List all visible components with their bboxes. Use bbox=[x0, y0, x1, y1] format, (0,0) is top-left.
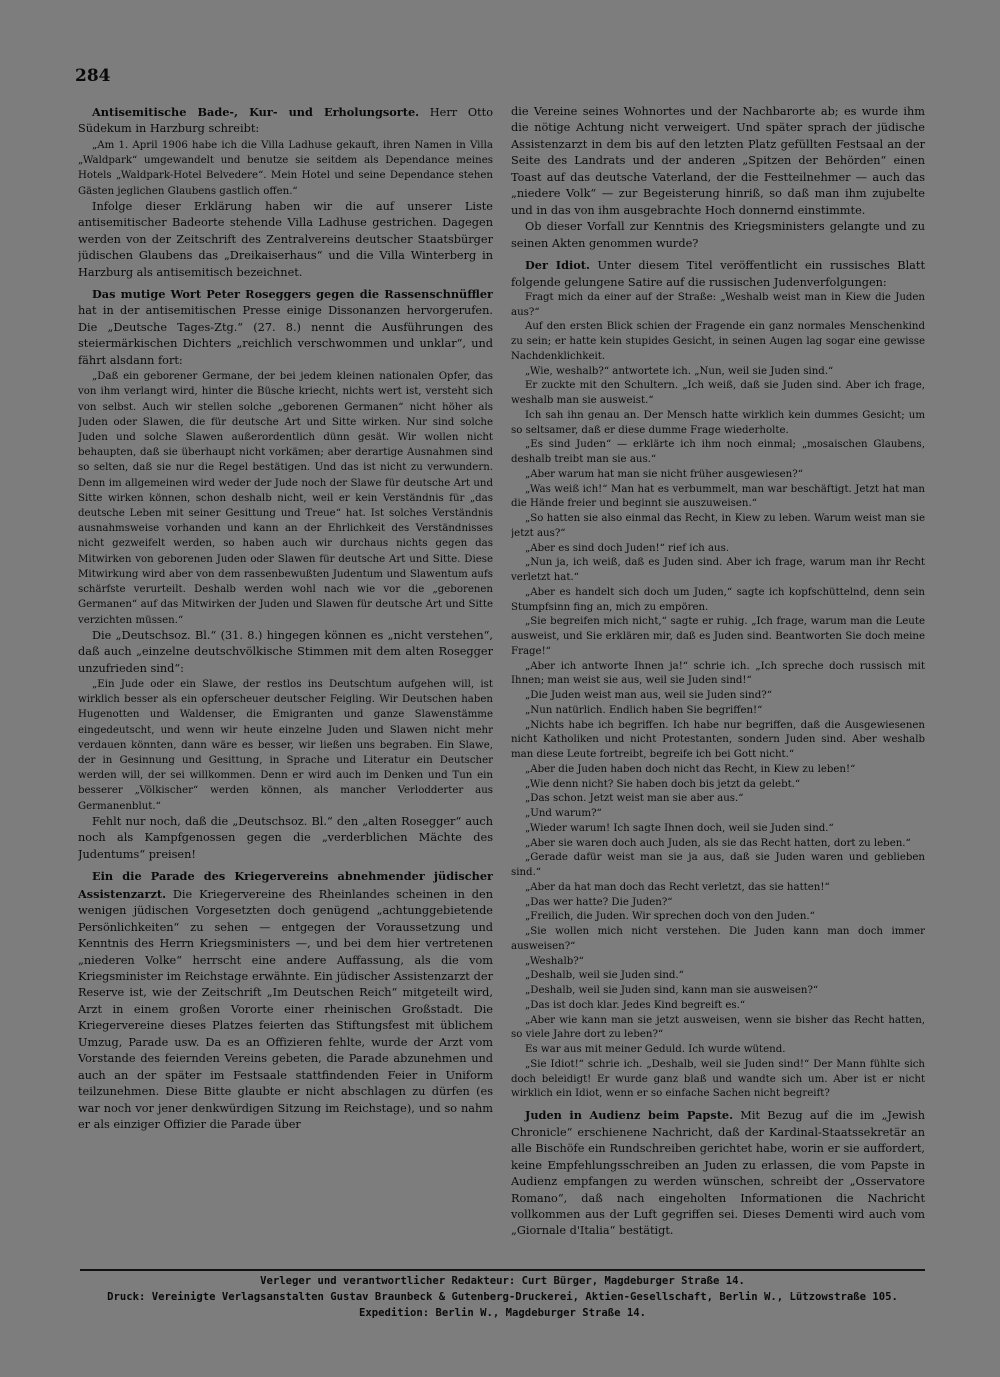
body-text: „Wie, weshalb?“ antwortete ich. „Nun, weil sie Juden sind.“ bbox=[525, 365, 834, 377]
body-text: Die „Deutschsoz. Bl.“ (31. 8.) hingegen können es „nicht verstehen“, daß auch „einzelne deutschvölkische Stimmen mit dem alten Rosegger unzufrieden sind“: bbox=[78, 628, 493, 675]
body-text: „Aber wie kann man sie jetzt ausweisen, wenn sie bisher das Recht hatten, so viele Jahre dort zu leben?“ bbox=[511, 1014, 925, 1041]
right-block-sat bbox=[511, 660, 925, 690]
body-text: „Die Juden weist man aus, weil sie Juden sind?“ bbox=[525, 690, 772, 702]
right-block-para bbox=[511, 219, 925, 252]
right-block-sat bbox=[511, 837, 925, 852]
section-headline: Ein die Parade des Kriegervereins abnehmender jüdischer Assistenzarzt. bbox=[78, 869, 493, 901]
right-block-sat bbox=[511, 822, 925, 837]
right-block-sat bbox=[511, 925, 925, 955]
section-headline: Das mutige Wort Peter Roseggers gegen die Rassenschnüffler bbox=[92, 286, 493, 301]
page-number: 284 bbox=[75, 66, 111, 86]
body-text: „Das ist doch klar. Jedes Kind begreift es.“ bbox=[525, 999, 746, 1011]
left-block-quote bbox=[78, 369, 493, 627]
right-block-sat bbox=[511, 542, 925, 557]
body-text: „Weshalb?“ bbox=[525, 955, 584, 967]
body-text: „Deshalb, weil sie Juden sind, kann man sie ausweisen?“ bbox=[525, 985, 819, 997]
body-text: Auf den ersten Blick schien der Fragende ein ganz normales Menschenkind zu sein; er hatte kein stupides Gesicht, in seinen Augen lag sogar eine gewisse Nachdenklichkeit. bbox=[511, 321, 925, 362]
right-block-section bbox=[511, 1107, 925, 1240]
right-block-sat bbox=[511, 483, 925, 513]
right-block-sat bbox=[511, 792, 925, 807]
body-text: „Es sind Juden“ — erklärte ich ihm noch einmal; „mosaischen Glaubens, deshalb treibt man sie aus.“ bbox=[511, 439, 925, 466]
footer-publisher: Verleger und verantwortlicher Redakteur: Curt Bürger, Magdeburger Straße 14. bbox=[260, 1275, 745, 1287]
body-text: Die Kriegervereine des Rheinlandes scheinen in den wenigen jüdischen Vorgesetzten doch genügend „achtunggebietende Persönlichkeiten“ zu sehen — entgegen der Voraussetzung und Kenntnis des Herrn Kriegsministers —, und bei dem hier vertretenen „niederen Volke“ herrscht eine andere Auffassung, als die vom Kriegsminister im Reichstage erwähnte. Ein jüdischer Assistenzarzt der Reserve ist, wie der Zeitschrift „Im Deutschen Reich“ mitgeteilt wird, Arzt in einem großen Vororte einer rheinischen Großstadt. Die Kriegervereine dieses Platzes feierten das Stiftungsfest mit üblichem Umzug, Parade usw. Da es an Offizieren fehlte, wurde der Arzt vom Vorstande des feiernden Vereins gebeten, die Parade abzunehmen und auch an der später im Festsaale stattfindenden Feier in Uniform teilzunehmen. Diese Bitte glaubte er nicht abschlagen zu dürfen (es war noch vor jener denkwürdigen Sitzung im Reichstage), und so nahm er als einziger Offizier die Parade über bbox=[78, 887, 493, 1132]
footer-printer: Druck: Vereinigte Verlagsanstalten Gustav Braunbeck & Gutenberg-Druckerei, Aktien-Gesellschaft, Berlin W., Lützowstraße 105. bbox=[107, 1291, 898, 1303]
body-text: „Sie begreifen mich nicht,“ sagte er ruhig. „Ich frage, warum man die Leute ausweist, und Sie erklären mir, daß es Juden sind. Beantworten Sie doch meine Frage!“ bbox=[511, 616, 925, 657]
right-block-sat bbox=[511, 1058, 925, 1102]
body-text: „Daß ein geborener Germane, der bei jedem kleinen nationalen Opfer, das von ihm verlangt wird, hinter die Büsche kriecht, nichts wert ist, versteht sich von selbst. Auch wir stellen solche „geborenen Germanen“ nicht höher als Juden oder Slawen, die für deutsche Art und Sitte wirken. Nur sind solche Juden und solche Slawen außerordentlich dünn gesät. Wir wollen nicht behaupten, daß sie überhaupt nicht vorkämen; aber derartige Ausnahmen sind so selten, daß sie nur die Regel bestätigen. Und das ist nicht zu verwundern. Denn im allgemeinen wird weder der Jude noch der Slawe für deutsche Art und Sitte wirken können, schon deshalb nicht, weil er kein Verständnis für „das deutsche Leben mit seiner Gesittung und Treue“ hat. Ist solches Verständnis ausnahmsweise vorhanden und kann an der Ehrlichkeit des Verständnisses nicht gezweifelt werden, so haben auch wir durchaus nichts gegen das Mitwirken von geborenen Juden oder Slawen für deutsche Art und Sitte. Diese Mitwirkung wird aber von dem rassenbewußten Judentum und Slawentum aufs schärfste verurteilt. Deshalb werden wohl nach wie vor die „geborenen Germanen“ auf das Mitwirken der Juden und Slawen für deutsche Art und Sitte verzichten müssen.“ bbox=[78, 371, 493, 626]
body-text: Er zuckte mit den Schultern. „Ich weiß, daß sie Juden sind. Aber ich frage, weshalb man sie ausweist.“ bbox=[511, 380, 925, 407]
body-text: hat in der antisemitischen Presse einige Dissonanzen hervorgerufen. Die „Deutsche Tages-Ztg.“ (27. 8.) nennt die Ausführungen des steiermärkischen Dichters „reichlich verschwommen und unklar“, und fährt alsdann fort: bbox=[78, 304, 493, 367]
right-block-sat bbox=[511, 778, 925, 793]
right-block-sat bbox=[511, 291, 925, 321]
right-block-sat bbox=[511, 955, 925, 970]
right-block-cont bbox=[511, 104, 925, 219]
left-block-section bbox=[78, 286, 493, 369]
footer-rule bbox=[80, 1269, 925, 1271]
right-block-sat bbox=[511, 438, 925, 468]
right-block-sat bbox=[511, 881, 925, 896]
right-block-sat bbox=[511, 969, 925, 984]
body-text: „Nichts habe ich begriffen. Ich habe nur begriffen, daß die Ausgewiesenen nicht Katholiken und nicht Protestanten, sondern Juden sind. Aber weshalb man diese Leute fortreibt, begreife ich bei Gott nicht.“ bbox=[511, 719, 925, 761]
body-text: „Aber da hat man doch das Recht verletzt, das sie hatten!“ bbox=[525, 881, 830, 893]
right-block-sat bbox=[511, 910, 925, 925]
right-block-sat bbox=[511, 615, 925, 659]
right-block-sat bbox=[511, 689, 925, 704]
body-text: Ich sah ihn genau an. Der Mensch hatte wirklich kein dummes Gesicht; um so seltsamer, daß er diese dumme Frage wiederholte. bbox=[511, 409, 925, 436]
body-text: „Und warum?“ bbox=[525, 808, 602, 820]
footer-expedition: Expedition: Berlin W., Magdeburger Straße 14. bbox=[358, 1307, 646, 1319]
body-text: „Ein Jude oder ein Slawe, der restlos ins Deutschtum aufgehen will, ist wirklich besser als ein opferscheuer deutscher Feigling. Wir Deutschen haben Hugenotten und Waldenser, die Emigranten und ganze Slawenstämme eingedeutscht, und wenn wir heute einzelne Juden und Slawen nicht mehr verdauen könnten, dann wäre es besser, wir ließen uns begraben. Ein Slawe, der in Gesinnung und Gesittung, in Sprache und Literatur ein Deutscher werden will, der sei willkommen. Denn er wird auch im Denken und Tun ein besserer „Völkischer“ werden können, als mancher Verlodderter aus Germanenblut.“ bbox=[78, 679, 493, 812]
right-block-sat bbox=[511, 719, 925, 763]
body-text: Unter diesem Titel veröffentlicht ein russisches Blatt folgende gelungene Satire auf die russischen Judenverfolgungen: bbox=[511, 259, 925, 289]
body-text: „So hatten sie also einmal das Recht, in Kiew zu leben. Warum weist man sie jetzt aus?“ bbox=[511, 513, 925, 539]
right-block-sat bbox=[511, 851, 925, 881]
left-block-section bbox=[78, 104, 493, 138]
right-block-sat bbox=[511, 999, 925, 1014]
body-text: „Das schon. Jetzt weist man sie aber aus.“ bbox=[525, 793, 744, 805]
body-text: „Aber es sind doch Juden!“ rief ich aus. bbox=[525, 542, 730, 554]
body-text: „Aber es handelt sich doch um Juden,“ sagte ich kopfschüttelnd, denn sein Stumpfsinn fing an, mich zu empören. bbox=[511, 586, 925, 613]
body-text: Fehlt nur noch, daß die „Deutschsoz. Bl.“ den „alten Rosegger“ auch noch als Kampfgenossen gegen die „verderblichen Mächte des Judentums“ preisen! bbox=[78, 814, 493, 861]
section-headline: Juden in Audienz beim Papste. bbox=[525, 1108, 734, 1123]
body-text: „Aber sie waren doch auch Juden, als sie das Recht hatten, dort zu leben.“ bbox=[525, 837, 911, 849]
body-text: „Aber warum hat man sie nicht früher ausgewiesen?“ bbox=[525, 468, 803, 480]
right-block-sat bbox=[511, 586, 925, 616]
right-block-sat bbox=[511, 512, 925, 542]
right-block-sat bbox=[511, 807, 925, 822]
left-column bbox=[78, 104, 493, 1254]
left-block-para bbox=[78, 814, 493, 863]
right-block-sat bbox=[511, 556, 925, 586]
body-text: „Wie denn nicht? Sie haben doch bis jetzt da gelebt.“ bbox=[525, 778, 801, 790]
right-block-sat bbox=[511, 763, 925, 778]
body-text: „Sie Idiot!“ schrie ich. „Deshalb, weil sie Juden sind!“ Der Mann fühlte sich doch beleidigt! Er wurde ganz blaß und wandte sich um. Aber ist er nicht wirklich ein Idiot, wenn er so einfache Sachen nicht begreift? bbox=[511, 1058, 925, 1100]
left-block-section bbox=[78, 868, 493, 1133]
body-text: Herr Otto Südekum in Harzburg schreibt: bbox=[78, 106, 493, 136]
right-block-sat bbox=[511, 1043, 925, 1058]
section-headline: Der Idiot. bbox=[525, 258, 590, 273]
body-text: „Was weiß ich!“ Man hat es verbummelt, man war beschäftigt. Jetzt hat man die Hände freier und beginnt sie auszuweisen.“ bbox=[511, 483, 925, 510]
body-text: Mit Bezug auf die im „Jewish Chronicle“ erschienene Nachricht, daß der Kardinal-Staatssekretär an alle Bischöfe ein Rundschreiben gerichtet habe, worin er sie auffordert, keine Empfehlungsschreiben an Juden zu erlassen, die vom Papste in Audienz empfangen zu werden wünschen, schreibt der „Osservatore Romano“, daß nach eingeholten Informationen die Nachricht vollkommen aus der Luft gegriffen sei. Dieses Dementi wird auch vom „Giornale d'Italia“ bestätigt. bbox=[511, 1109, 925, 1238]
right-block-sat bbox=[511, 984, 925, 999]
right-block-sat bbox=[511, 365, 925, 380]
body-text: Ob dieser Vorfall zur Kenntnis des Kriegsministers gelangte und zu seinen Akten genommen wurde? bbox=[511, 220, 925, 250]
body-text: „Gerade dafür weist man sie ja aus, daß sie Juden waren und geblieben sind.“ bbox=[511, 852, 925, 879]
body-text: „Freilich, die Juden. Wir sprechen doch von den Juden.“ bbox=[525, 911, 815, 923]
right-block-sat bbox=[511, 896, 925, 911]
right-block-sat bbox=[511, 379, 925, 409]
section-headline: Antisemitische Bade-, Kur- und Erholungsorte. bbox=[92, 105, 420, 119]
body-text: „Nun ja, ich weiß, daß es Juden sind. Aber ich frage, warum man ihr Recht verletzt hat.“ bbox=[511, 557, 925, 584]
right-block-sat bbox=[511, 1014, 925, 1044]
body-text: „Am 1. April 1906 habe ich die Villa Ladhuse gekauft, ihren Namen in Villa „Waldpark“ umgewandelt und benutze sie seitdem als Dependance meines Hotels „Waldpark-Hotel Belvedere“. Mein Hotel und seine Dependance stehen Gästen jeglichen Glaubens gastlich offen.“ bbox=[78, 139, 493, 197]
body-text: „Deshalb, weil sie Juden sind.“ bbox=[525, 970, 684, 982]
left-block-quote bbox=[78, 138, 493, 199]
right-block-sat bbox=[511, 409, 925, 439]
right-block-sat bbox=[511, 704, 925, 719]
right-block-section bbox=[511, 257, 925, 291]
body-text: Fragt mich da einer auf der Straße: „Weshalb weist man in Kiew die Juden aus?“ bbox=[511, 291, 925, 318]
body-text: „Sie wollen mich nicht verstehen. Die Juden kann man doch immer ausweisen?“ bbox=[511, 926, 925, 952]
right-block-sat bbox=[511, 468, 925, 483]
left-block-para bbox=[78, 628, 493, 677]
body-text: „Aber die Juden haben doch nicht das Recht, in Kiew zu leben!“ bbox=[525, 763, 856, 775]
body-text: „Wieder warum! Ich sagte Ihnen doch, weil sie Juden sind.“ bbox=[525, 822, 834, 834]
body-text: „Aber ich antworte Ihnen ja!“ schrie ich. „Ich spreche doch russisch mit Ihnen; man weist sie aus, weil sie Juden sind!“ bbox=[511, 660, 925, 687]
body-text: „Das wer hatte? Die Juden?“ bbox=[525, 896, 673, 908]
body-text: die Vereine seines Wohnortes und der Nachbarorte ab; es wurde ihm die nötige Achtung nicht verweigert. Und später sprach der jüdische Assistenzarzt in dem bis auf den letzten Platz gefüllten Festsaal an der Seite des Landrats und der anderen „Spitzen der Behörden“ einen Toast auf das deutsche Vaterland, der die Festteilnehmer — auch das „niedere Volk“ — zur Begeisterung hinriß, so daß man ihm zujubelte und in das von ihm ausgebrachte Hoch donnernd einstimmte. bbox=[511, 105, 925, 217]
body-text: „Nun natürlich. Endlich haben Sie begriffen!“ bbox=[525, 704, 763, 716]
body-text: Infolge dieser Erklärung haben wir die auf unserer Liste antisemitischer Badeorte stehende Villa Ladhuse gestrichen. Dagegen werden von der Zeitschrift des Zentralvereins deutscher Staatsbürger jüdischen Glaubens das „Dreikaiserhaus“ und die Villa Winterberg in Harzburg als antisemitisch bezeichnet. bbox=[78, 199, 493, 279]
right-block-sat bbox=[511, 320, 925, 364]
right-column bbox=[511, 104, 925, 1266]
body-text: Es war aus mit meiner Geduld. Ich wurde wütend. bbox=[525, 1044, 786, 1056]
left-block-quote bbox=[78, 677, 493, 814]
left-block-para bbox=[78, 199, 493, 281]
